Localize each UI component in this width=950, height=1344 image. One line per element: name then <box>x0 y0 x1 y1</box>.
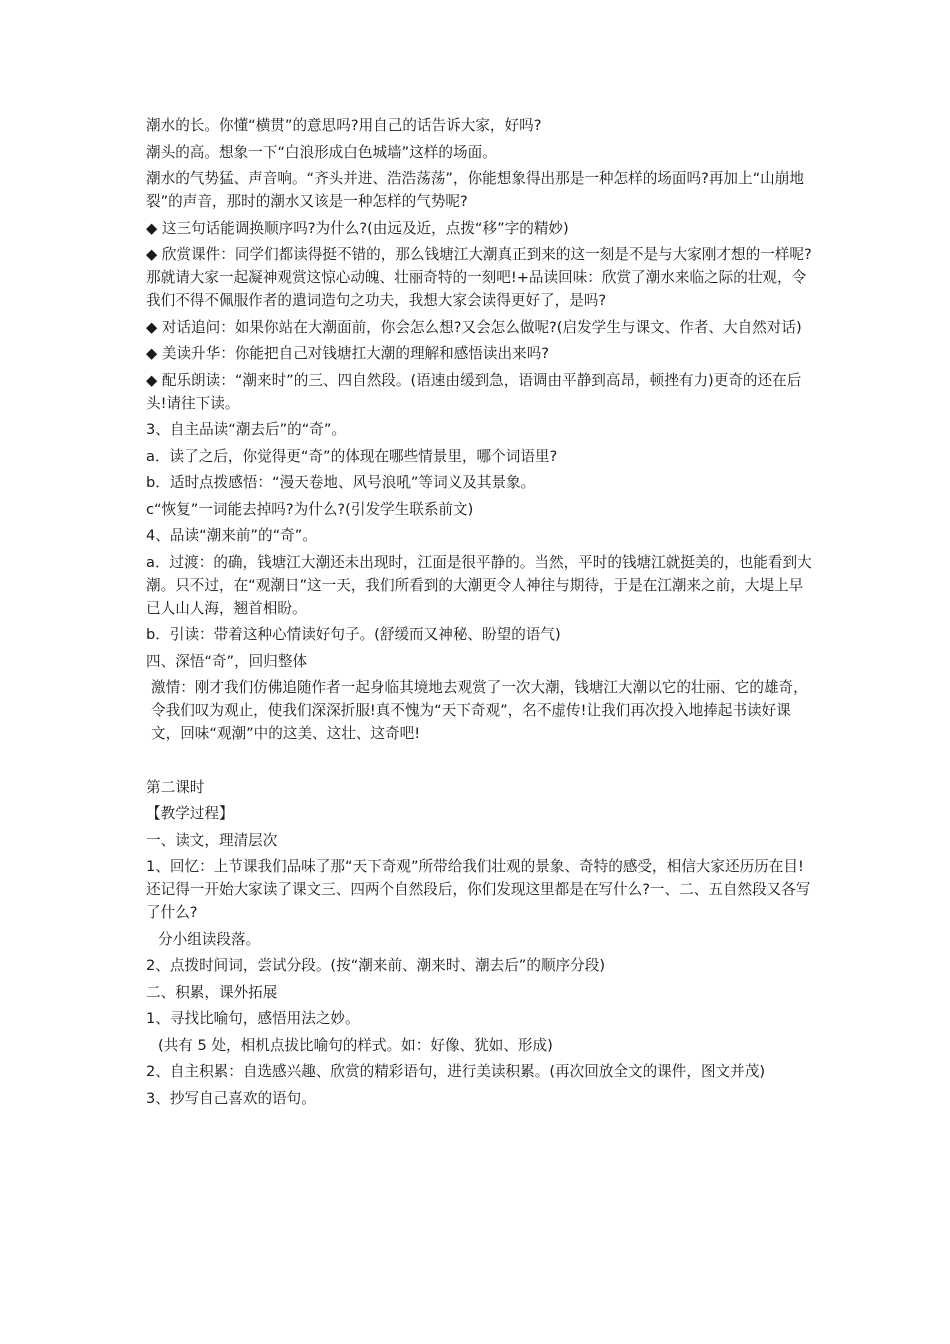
paragraph: 分小组读段落。 <box>158 930 261 948</box>
blank-line <box>146 749 814 776</box>
list-item: b．引读：带着这种心情读好句子。(舒缓而又神秘、盼望的语气) <box>146 626 561 643</box>
document-page <box>146 114 814 1110</box>
bullet-item: ◆ 美读升华：你能把自己对钱塘扛大潮的理解和感悟读出来吗? <box>146 345 550 362</box>
section-heading: 4、品读“潮来前”的“奇”。 <box>146 527 317 544</box>
paragraph: 潮头的高。想象一下“白浪形成白色城墙”这样的场面。 <box>146 143 497 161</box>
list-item: a．读了之后，你觉得更“奇”的体现在哪些情景里，哪个词语里? <box>146 447 558 465</box>
section-heading: 【教学过程】 <box>146 805 234 822</box>
list-item: a．过渡：的确，钱塘江大潮还未出现时，江面是很平静的。当然，平时的钱塘江就挺美的，也能看到大潮。只不过，在“观潮日”这一天，我们所看到的大潮更令人神往与期待，于是在江潮来之前，大堤上早已人山人海，翘首相盼。 <box>146 553 812 617</box>
paragraph: 激情：刚才我们仿佛追随作者一起身临其境地去观赏了一次大潮，钱塘江大潮以它的壮丽、它的雄奇，令我们叹为观止，使我们深深折服!真不愧为“天下奇观”，名不虚传!让我们再次投入地捧起书读好课文，回味“观潮”中的这美、这壮、这奇吧! <box>151 679 808 742</box>
section-heading: 3、自主品读“潮去后”的“奇”。 <box>146 421 347 438</box>
bullet-item: ◆ 这三句话能调换顺序吗?为什么?(由远及近，点拨“移”字的精妙) <box>146 219 569 237</box>
paragraph: 1、回忆：上节课我们品味了那“天下奇观”所带给我们壮观的景象、奇特的感受，相信大家还历历在目!还记得一开始大家读了课文三、四两个自然段后，你们发现这里都是在写什么?一、二、五自然段又各写了什么? <box>146 858 811 921</box>
lesson-heading: 第二课时 <box>146 778 205 796</box>
section-heading: 一、读文，理清层次 <box>146 831 278 849</box>
list-item: b．适时点拨感悟：“漫天卷地、风号浪吼”等词义及其景象。 <box>146 474 536 491</box>
section-heading: 二、积累，课外拓展 <box>146 983 278 1001</box>
bullet-item: ◆ 欣赏课件：同学们都读得挺不错的，那么钱塘江大潮真正到来的这一刻是不是与大家刚才想的一样呢?那就请大家一起凝神观赏这惊心动魄、壮丽奇特的一刻吧!+品读回味：欣赏了潮水来临之际的壮观，令我们不得不佩服作者的遣词造句之功夫，我想大家会读得更好了，是吗? <box>146 246 812 309</box>
bullet-item: ◆ 对话追问：如果你站在大潮面前，你会怎么想?又会怎么做呢?(启发学生与课文、作者、大自然对话) <box>146 318 802 336</box>
paragraph: (共有 5 处，相机点拔比喻句的样式。如：好像、犹如、形成) <box>158 1036 553 1054</box>
bullet-item: ◆ 配乐朗读：“潮来时”的三、四自然段。(语速由缓到急，语调由平静到高昂，顿挫有力)更奇的还在后头!请往下读。 <box>146 371 802 412</box>
paragraph: 潮水的气势猛、声音响。“齐头并进、浩浩荡荡”，你能想象得出那是一种怎样的场面吗?再加上“山崩地裂”的声音，那时的潮水又该是一种怎样的气势呢? <box>146 170 804 210</box>
paragraph: 2、自主积累：自选感兴趣、欣赏的精彩语句，进行美读积累。(再次回放全文的课件，图文并茂) <box>146 1063 766 1080</box>
paragraph: 1、寻找比喻句，感悟用法之妙。 <box>146 1010 360 1027</box>
list-item: c“恢复”一词能去掉吗?为什么?(引发学生联系前文) <box>146 500 474 518</box>
paragraph: 3、抄写自己喜欢的语句。 <box>146 1089 316 1107</box>
paragraph: 2、点拨时间词，尝试分段。(按“潮来前、潮来时、潮去后”的顺序分段) <box>146 957 606 974</box>
paragraph: 潮水的长。你懂“横贯”的意思吗?用自己的话告诉大家，好吗? <box>146 117 542 134</box>
section-heading: 四、深悟“奇”，回归整体 <box>146 652 308 670</box>
